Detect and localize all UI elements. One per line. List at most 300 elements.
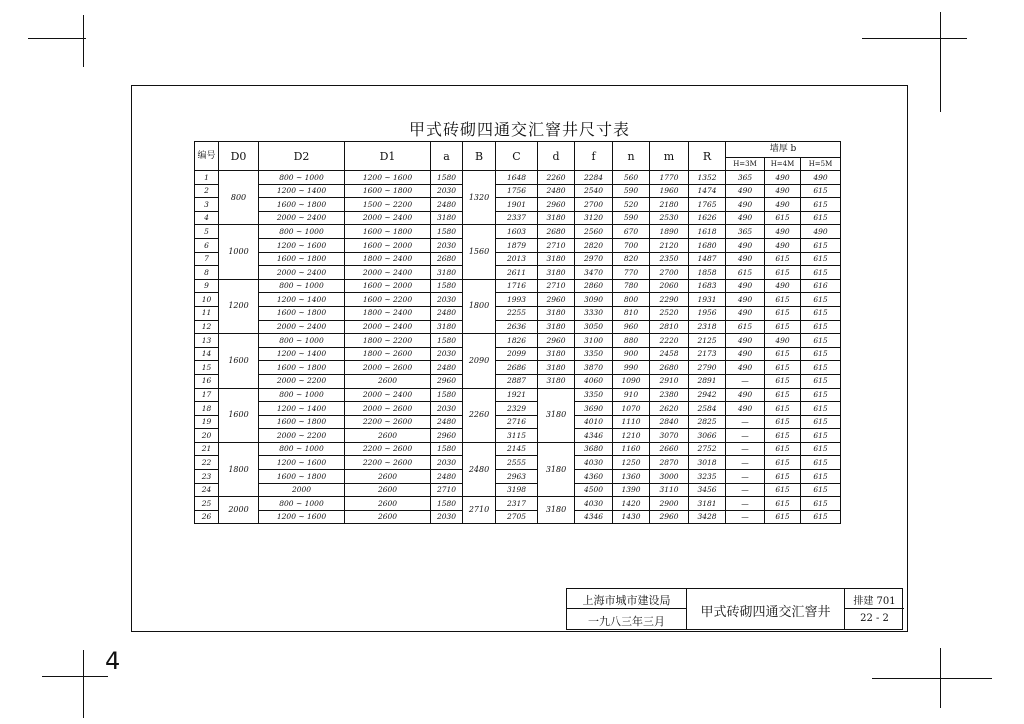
cell-m: 3000 bbox=[650, 470, 689, 484]
cell-h3: — bbox=[726, 510, 765, 524]
title-block-divider bbox=[567, 608, 686, 609]
cell-m: 2180 bbox=[650, 198, 689, 212]
cell-m: 2220 bbox=[650, 334, 689, 348]
cell-n: 1090 bbox=[613, 374, 650, 388]
cell-a: 2030 bbox=[431, 347, 463, 361]
cell-m: 1770 bbox=[650, 171, 689, 185]
cell-d2: 1600 ~ 1800 bbox=[259, 306, 345, 320]
cell-f: 4346 bbox=[575, 429, 613, 443]
cell-a: 2960 bbox=[431, 429, 463, 443]
cell-f: 2284 bbox=[575, 171, 613, 185]
cell-d1: 1800 ~ 2600 bbox=[345, 347, 431, 361]
cell-h4: 490 bbox=[765, 184, 801, 198]
cell-h4: 615 bbox=[765, 211, 801, 225]
cell-f: 3120 bbox=[575, 211, 613, 225]
cell-d1: 2600 bbox=[345, 470, 431, 484]
cell-d1: 1500 ~ 2200 bbox=[345, 198, 431, 212]
cell-no: 22 bbox=[195, 456, 219, 470]
title-block-agency: 上海市城市建设局 bbox=[582, 594, 671, 607]
page-number: 4 bbox=[105, 647, 121, 675]
cell-r: 1680 bbox=[689, 238, 726, 252]
cell-c: 2255 bbox=[496, 306, 538, 320]
cell-h3: 490 bbox=[726, 279, 765, 293]
cell-n: 880 bbox=[613, 334, 650, 348]
cell-d1: 1600 ~ 1800 bbox=[345, 184, 431, 198]
cell-no: 18 bbox=[195, 402, 219, 416]
cell-a: 1580 bbox=[431, 497, 463, 511]
cell-no: 17 bbox=[195, 388, 219, 402]
cell-d2: 800 ~ 1000 bbox=[259, 497, 345, 511]
cell-f: 3330 bbox=[575, 306, 613, 320]
cell-b: 2480 bbox=[463, 442, 496, 496]
cell-n: 910 bbox=[613, 388, 650, 402]
cell-f: 2540 bbox=[575, 184, 613, 198]
header-d0: D0 bbox=[219, 142, 259, 171]
cell-c: 1901 bbox=[496, 198, 538, 212]
cell-d0: 1800 bbox=[219, 442, 259, 496]
crop-mark bbox=[28, 38, 86, 39]
cell-d2: 2000 ~ 2400 bbox=[259, 266, 345, 280]
cell-r: 1956 bbox=[689, 306, 726, 320]
cell-d1: 1800 ~ 2400 bbox=[345, 306, 431, 320]
cell-a: 2030 bbox=[431, 402, 463, 416]
cell-h4: 615 bbox=[765, 320, 801, 334]
cell-r: 2942 bbox=[689, 388, 726, 402]
table-row bbox=[195, 388, 841, 402]
cell-d1: 1600 ~ 1800 bbox=[345, 225, 431, 239]
table-row bbox=[195, 347, 841, 361]
table-row bbox=[195, 374, 841, 388]
cell-b: 2090 bbox=[463, 334, 496, 388]
cell-d1: 1200 ~ 1600 bbox=[345, 171, 431, 185]
cell-n: 780 bbox=[613, 279, 650, 293]
cell-d1: 2000 ~ 2400 bbox=[345, 266, 431, 280]
cell-d: 3180 bbox=[538, 361, 575, 375]
cell-h5: 615 bbox=[801, 497, 841, 511]
cell-h3: — bbox=[726, 374, 765, 388]
cell-h3: 615 bbox=[726, 266, 765, 280]
cell-n: 1390 bbox=[613, 483, 650, 497]
cell-d0: 1200 bbox=[219, 279, 259, 333]
cell-b: 2260 bbox=[463, 388, 496, 442]
cell-no: 12 bbox=[195, 320, 219, 334]
header-d1: D1 bbox=[345, 142, 431, 171]
cell-a: 2030 bbox=[431, 184, 463, 198]
cell-h3: 490 bbox=[726, 211, 765, 225]
header-d: d bbox=[538, 142, 575, 171]
cell-c: 2337 bbox=[496, 211, 538, 225]
table-row bbox=[195, 252, 841, 266]
cell-h3: 490 bbox=[726, 334, 765, 348]
table-row bbox=[195, 415, 841, 429]
cell-h5: 615 bbox=[801, 388, 841, 402]
cell-h5: 490 bbox=[801, 171, 841, 185]
table-row bbox=[195, 184, 841, 198]
cell-f: 4030 bbox=[575, 456, 613, 470]
cell-d2: 1200 ~ 1600 bbox=[259, 510, 345, 524]
cell-no: 13 bbox=[195, 334, 219, 348]
cell-d: 3180 bbox=[538, 374, 575, 388]
cell-h3: — bbox=[726, 456, 765, 470]
cell-d: 2960 bbox=[538, 198, 575, 212]
cell-a: 1580 bbox=[431, 442, 463, 456]
cell-d1: 1800 ~ 2200 bbox=[345, 334, 431, 348]
cell-m: 2870 bbox=[650, 456, 689, 470]
cell-h3: — bbox=[726, 497, 765, 511]
cell-h5: 615 bbox=[801, 306, 841, 320]
cell-h3: 490 bbox=[726, 293, 765, 307]
cell-d: 2960 bbox=[538, 334, 575, 348]
header-r: R bbox=[689, 142, 726, 171]
cell-c: 2317 bbox=[496, 497, 538, 511]
cell-r: 1765 bbox=[689, 198, 726, 212]
title-block-sheet: 22 - 2 bbox=[860, 613, 889, 624]
cell-d1: 2000 ~ 2400 bbox=[345, 211, 431, 225]
cell-a: 2480 bbox=[431, 306, 463, 320]
cell-r: 1683 bbox=[689, 279, 726, 293]
cell-h5: 615 bbox=[801, 510, 841, 524]
title-block-code: 排建 701 bbox=[853, 596, 896, 607]
cell-no: 9 bbox=[195, 279, 219, 293]
cell-c: 2705 bbox=[496, 510, 538, 524]
document-title: 甲式砖砌四通交汇窨井尺寸表 bbox=[408, 120, 630, 139]
cell-m: 2960 bbox=[650, 510, 689, 524]
header-c: C bbox=[496, 142, 538, 171]
cell-h5: 615 bbox=[801, 374, 841, 388]
cell-a: 2030 bbox=[431, 238, 463, 252]
cell-c: 1879 bbox=[496, 238, 538, 252]
cell-no: 4 bbox=[195, 211, 219, 225]
table-row bbox=[195, 211, 841, 225]
header-b: B bbox=[463, 142, 496, 171]
cell-d: 2260 bbox=[538, 171, 575, 185]
cell-f: 4360 bbox=[575, 470, 613, 484]
cell-h3: 615 bbox=[726, 320, 765, 334]
cell-r: 1931 bbox=[689, 293, 726, 307]
cell-n: 590 bbox=[613, 184, 650, 198]
cell-h5: 615 bbox=[801, 198, 841, 212]
cell-no: 6 bbox=[195, 238, 219, 252]
cell-a: 2480 bbox=[431, 470, 463, 484]
cell-f: 3350 bbox=[575, 388, 613, 402]
cell-no: 8 bbox=[195, 266, 219, 280]
cell-n: 1210 bbox=[613, 429, 650, 443]
cell-h5: 615 bbox=[801, 293, 841, 307]
cell-a: 2030 bbox=[431, 293, 463, 307]
cell-n: 900 bbox=[613, 347, 650, 361]
table-row bbox=[195, 442, 841, 456]
cell-n: 820 bbox=[613, 252, 650, 266]
cell-r: 2584 bbox=[689, 402, 726, 416]
cell-h4: 615 bbox=[765, 470, 801, 484]
cell-d: 3180 bbox=[538, 388, 575, 442]
cell-c: 2686 bbox=[496, 361, 538, 375]
cell-d1: 1600 ~ 2200 bbox=[345, 293, 431, 307]
cell-d: 3180 bbox=[538, 211, 575, 225]
table-row bbox=[195, 320, 841, 334]
cell-n: 670 bbox=[613, 225, 650, 239]
cell-h5: 615 bbox=[801, 334, 841, 348]
cell-c: 3198 bbox=[496, 483, 538, 497]
cell-c: 2611 bbox=[496, 266, 538, 280]
cell-n: 1250 bbox=[613, 456, 650, 470]
cell-a: 2030 bbox=[431, 510, 463, 524]
table-row bbox=[195, 334, 841, 348]
cell-d: 3180 bbox=[538, 442, 575, 496]
crop-mark bbox=[862, 38, 967, 39]
cell-m: 2120 bbox=[650, 238, 689, 252]
cell-m: 2660 bbox=[650, 442, 689, 456]
cell-h3: 490 bbox=[726, 306, 765, 320]
cell-f: 3870 bbox=[575, 361, 613, 375]
header-h5: H=5M bbox=[801, 158, 841, 171]
cell-d2: 1200 ~ 1400 bbox=[259, 402, 345, 416]
cell-d: 3180 bbox=[538, 252, 575, 266]
cell-m: 2700 bbox=[650, 266, 689, 280]
cell-m: 2458 bbox=[650, 347, 689, 361]
cell-n: 1430 bbox=[613, 510, 650, 524]
table-row bbox=[195, 306, 841, 320]
cell-d2: 2000 ~ 2200 bbox=[259, 429, 345, 443]
cell-f: 2700 bbox=[575, 198, 613, 212]
cell-n: 960 bbox=[613, 320, 650, 334]
header-f: f bbox=[575, 142, 613, 171]
cell-c: 1716 bbox=[496, 279, 538, 293]
cell-f: 2970 bbox=[575, 252, 613, 266]
cell-c: 1603 bbox=[496, 225, 538, 239]
cell-a: 1580 bbox=[431, 388, 463, 402]
header-h3: H=3M bbox=[726, 158, 765, 171]
cell-d2: 1200 ~ 1600 bbox=[259, 238, 345, 252]
cell-a: 3180 bbox=[431, 320, 463, 334]
cell-r: 1858 bbox=[689, 266, 726, 280]
cell-d1: 2000 ~ 2600 bbox=[345, 361, 431, 375]
cell-no: 23 bbox=[195, 470, 219, 484]
cell-d2: 1200 ~ 1400 bbox=[259, 293, 345, 307]
cell-n: 700 bbox=[613, 238, 650, 252]
cell-h5: 615 bbox=[801, 361, 841, 375]
cell-h5: 490 bbox=[801, 225, 841, 239]
cell-d: 2480 bbox=[538, 184, 575, 198]
cell-no: 7 bbox=[195, 252, 219, 266]
cell-h5: 615 bbox=[801, 211, 841, 225]
cell-m: 2290 bbox=[650, 293, 689, 307]
cell-d: 3180 bbox=[538, 306, 575, 320]
cell-c: 2013 bbox=[496, 252, 538, 266]
cell-h3: — bbox=[726, 442, 765, 456]
cell-h4: 615 bbox=[765, 347, 801, 361]
cell-f: 4346 bbox=[575, 510, 613, 524]
cell-h5: 615 bbox=[801, 483, 841, 497]
cell-c: 1826 bbox=[496, 334, 538, 348]
cell-m: 3110 bbox=[650, 483, 689, 497]
cell-no: 24 bbox=[195, 483, 219, 497]
cell-c: 1756 bbox=[496, 184, 538, 198]
title-block-divider bbox=[844, 608, 904, 609]
cell-h4: 615 bbox=[765, 266, 801, 280]
table-row bbox=[195, 402, 841, 416]
cell-h5: 616 bbox=[801, 279, 841, 293]
cell-no: 25 bbox=[195, 497, 219, 511]
cell-a: 2960 bbox=[431, 374, 463, 388]
cell-d1: 2200 ~ 2600 bbox=[345, 456, 431, 470]
cell-m: 2840 bbox=[650, 415, 689, 429]
cell-d2: 2000 ~ 2200 bbox=[259, 374, 345, 388]
cell-h3: — bbox=[726, 429, 765, 443]
cell-n: 590 bbox=[613, 211, 650, 225]
cell-h4: 615 bbox=[765, 442, 801, 456]
cell-r: 2891 bbox=[689, 374, 726, 388]
cell-d2: 800 ~ 1000 bbox=[259, 225, 345, 239]
cell-h4: 615 bbox=[765, 388, 801, 402]
cell-m: 2910 bbox=[650, 374, 689, 388]
cell-d2: 2000 ~ 2400 bbox=[259, 211, 345, 225]
header-wall-thickness: 墙厚 b bbox=[726, 142, 841, 158]
cell-h4: 615 bbox=[765, 361, 801, 375]
cell-d: 3180 bbox=[538, 497, 575, 524]
cell-c: 1921 bbox=[496, 388, 538, 402]
table-row bbox=[195, 171, 841, 185]
cell-f: 3090 bbox=[575, 293, 613, 307]
title-block-date: 一九八三年三月 bbox=[588, 615, 665, 628]
cell-h3: 490 bbox=[726, 252, 765, 266]
cell-h5: 615 bbox=[801, 402, 841, 416]
cell-m: 2680 bbox=[650, 361, 689, 375]
cell-r: 3181 bbox=[689, 497, 726, 511]
cell-d0: 1600 bbox=[219, 388, 259, 442]
cell-h4: 615 bbox=[765, 415, 801, 429]
cell-a: 1580 bbox=[431, 279, 463, 293]
cell-h3: — bbox=[726, 470, 765, 484]
cell-d2: 1600 ~ 1800 bbox=[259, 252, 345, 266]
cell-b: 1800 bbox=[463, 279, 496, 333]
cell-h3: 490 bbox=[726, 402, 765, 416]
cell-h3: 490 bbox=[726, 198, 765, 212]
cell-h4: 615 bbox=[765, 293, 801, 307]
cell-a: 2480 bbox=[431, 198, 463, 212]
cell-no: 20 bbox=[195, 429, 219, 443]
cell-m: 2060 bbox=[650, 279, 689, 293]
cell-m: 2520 bbox=[650, 306, 689, 320]
cell-no: 2 bbox=[195, 184, 219, 198]
cell-b: 1560 bbox=[463, 225, 496, 279]
crop-mark bbox=[42, 676, 108, 677]
cell-n: 810 bbox=[613, 306, 650, 320]
cell-r: 1626 bbox=[689, 211, 726, 225]
cell-d0: 2000 bbox=[219, 497, 259, 524]
table-row bbox=[195, 456, 841, 470]
cell-a: 1580 bbox=[431, 334, 463, 348]
header-d2: D2 bbox=[259, 142, 345, 171]
cell-d2: 800 ~ 1000 bbox=[259, 334, 345, 348]
cell-d1: 2000 ~ 2400 bbox=[345, 320, 431, 334]
cell-d: 3180 bbox=[538, 320, 575, 334]
cell-d1: 2600 bbox=[345, 429, 431, 443]
cell-c: 2329 bbox=[496, 402, 538, 416]
cell-c: 2887 bbox=[496, 374, 538, 388]
cell-n: 990 bbox=[613, 361, 650, 375]
cell-h5: 615 bbox=[801, 456, 841, 470]
cell-c: 1648 bbox=[496, 171, 538, 185]
cell-h4: 615 bbox=[765, 402, 801, 416]
cell-f: 4060 bbox=[575, 374, 613, 388]
cell-no: 21 bbox=[195, 442, 219, 456]
cell-n: 1360 bbox=[613, 470, 650, 484]
cell-r: 1618 bbox=[689, 225, 726, 239]
cell-h3: — bbox=[726, 483, 765, 497]
cell-m: 2380 bbox=[650, 388, 689, 402]
table-row bbox=[195, 483, 841, 497]
cell-f: 3350 bbox=[575, 347, 613, 361]
cell-f: 2560 bbox=[575, 225, 613, 239]
cell-h5: 615 bbox=[801, 238, 841, 252]
cell-r: 2125 bbox=[689, 334, 726, 348]
cell-h4: 490 bbox=[765, 334, 801, 348]
cell-no: 10 bbox=[195, 293, 219, 307]
cell-h4: 615 bbox=[765, 374, 801, 388]
drawing-frame bbox=[131, 85, 908, 632]
cell-m: 2900 bbox=[650, 497, 689, 511]
cell-f: 3690 bbox=[575, 402, 613, 416]
cell-h3: 490 bbox=[726, 238, 765, 252]
cell-r: 3428 bbox=[689, 510, 726, 524]
cell-r: 1487 bbox=[689, 252, 726, 266]
cell-d2: 800 ~ 1000 bbox=[259, 171, 345, 185]
cell-h5: 615 bbox=[801, 320, 841, 334]
cell-h3: 490 bbox=[726, 184, 765, 198]
cell-n: 520 bbox=[613, 198, 650, 212]
cell-d1: 1600 ~ 2000 bbox=[345, 279, 431, 293]
cell-c: 3115 bbox=[496, 429, 538, 443]
cell-no: 3 bbox=[195, 198, 219, 212]
cell-d: 2710 bbox=[538, 238, 575, 252]
table-row bbox=[195, 497, 841, 511]
cell-d2: 1200 ~ 1400 bbox=[259, 184, 345, 198]
cell-f: 2860 bbox=[575, 279, 613, 293]
header-a: a bbox=[431, 142, 463, 171]
cell-d: 2710 bbox=[538, 279, 575, 293]
cell-h5: 615 bbox=[801, 470, 841, 484]
cell-c: 2716 bbox=[496, 415, 538, 429]
cell-m: 2530 bbox=[650, 211, 689, 225]
cell-d2: 1600 ~ 1800 bbox=[259, 198, 345, 212]
cell-d0: 1600 bbox=[219, 334, 259, 388]
cell-d2: 1600 ~ 1800 bbox=[259, 361, 345, 375]
cell-h5: 615 bbox=[801, 266, 841, 280]
cell-h3: 490 bbox=[726, 388, 765, 402]
cell-a: 1580 bbox=[431, 171, 463, 185]
cell-d1: 2600 bbox=[345, 374, 431, 388]
cell-b: 1320 bbox=[463, 171, 496, 225]
cell-d1: 1800 ~ 2400 bbox=[345, 252, 431, 266]
table-row bbox=[195, 238, 841, 252]
cell-n: 1110 bbox=[613, 415, 650, 429]
crop-mark bbox=[83, 15, 84, 67]
header-no: 编号 bbox=[195, 142, 219, 171]
cell-h4: 490 bbox=[765, 171, 801, 185]
cell-m: 2620 bbox=[650, 402, 689, 416]
crop-mark bbox=[940, 648, 941, 708]
cell-no: 19 bbox=[195, 415, 219, 429]
cell-d0: 1000 bbox=[219, 225, 259, 279]
cell-a: 2680 bbox=[431, 252, 463, 266]
cell-m: 2350 bbox=[650, 252, 689, 266]
cell-h5: 615 bbox=[801, 252, 841, 266]
cell-h5: 615 bbox=[801, 347, 841, 361]
cell-d2: 800 ~ 1000 bbox=[259, 442, 345, 456]
cell-h4: 615 bbox=[765, 497, 801, 511]
cell-c: 2099 bbox=[496, 347, 538, 361]
